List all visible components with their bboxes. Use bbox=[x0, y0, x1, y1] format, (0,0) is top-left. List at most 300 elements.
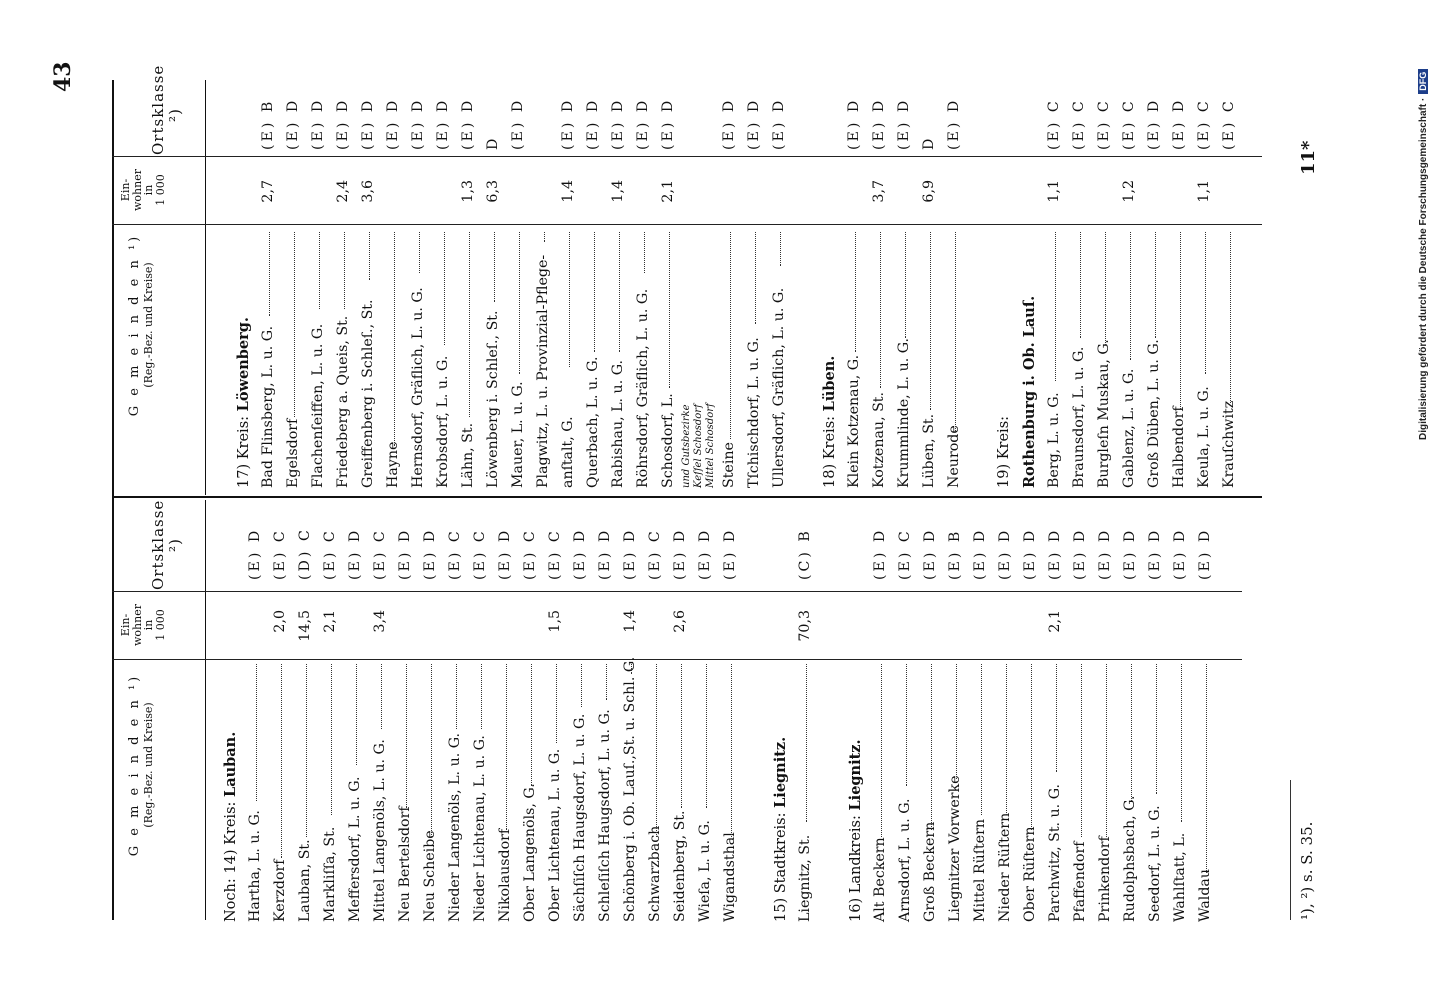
gemeinde-name bbox=[243, 810, 268, 922]
gemeinde-name bbox=[368, 739, 393, 922]
gemeinde-name-text: Mittel Schosdorf bbox=[705, 403, 716, 488]
gemeinde-name-text: Meffersdorf, L. u. G. bbox=[347, 776, 363, 922]
leader-dots bbox=[880, 232, 881, 388]
gemeinde-name bbox=[256, 326, 281, 488]
gemeinde-name bbox=[843, 739, 869, 922]
gemeinde-name-text: Parchwitz, St. u. G. bbox=[1047, 783, 1063, 922]
kreis-name: Löwenberg. bbox=[235, 317, 252, 412]
leader-dots bbox=[1055, 232, 1056, 381]
leader-dots bbox=[1056, 664, 1057, 772]
leader-dots bbox=[619, 232, 620, 352]
ortsklasse-value: (E) C bbox=[1196, 98, 1212, 150]
table-spacer bbox=[743, 502, 768, 922]
ortsklasse-value: (E) D bbox=[997, 527, 1013, 580]
ortsklasse-value: (E) C bbox=[322, 528, 338, 580]
gemeinde-name bbox=[993, 813, 1018, 922]
leader-dots bbox=[905, 232, 906, 338]
kreis-name: Liegnitz. bbox=[772, 736, 789, 808]
einwohner-value: 14,5 bbox=[297, 610, 313, 642]
gemeinde-name-text: Ullersdorf, Gräflich, L. u. G. bbox=[771, 287, 787, 488]
table-row bbox=[767, 78, 792, 488]
leader-dots bbox=[344, 232, 345, 309]
leader-dots bbox=[281, 664, 282, 858]
gemeinde-name-text: Ober Langenöls, G. bbox=[522, 783, 538, 922]
table-row bbox=[693, 502, 718, 922]
gemeinde-name bbox=[493, 829, 518, 922]
leader-dots bbox=[306, 664, 307, 837]
gemeinde-name-text: Röhrsdorf, Gräflich, L. u. G. bbox=[635, 288, 651, 488]
table-row bbox=[1067, 78, 1092, 488]
gemeinde-name-text: Ober Lichtenau, L. u. G. bbox=[547, 748, 563, 922]
gemeinde-name bbox=[356, 299, 381, 488]
header-rule-right bbox=[205, 80, 206, 495]
leader-dots bbox=[931, 664, 932, 830]
table-row bbox=[742, 78, 767, 488]
ortsklasse-value: (E) D bbox=[972, 527, 988, 580]
gemeinde-name bbox=[918, 822, 943, 922]
einwohner-value: 3,7 bbox=[871, 180, 887, 203]
leader-dots bbox=[1206, 664, 1207, 873]
gemeinde-name bbox=[606, 360, 631, 488]
right-header-gemeinden bbox=[128, 210, 156, 440]
ortsklasse-value: (E) D bbox=[896, 97, 912, 150]
gemeinde-name-text: Löwenberg i. Schleſ., St. bbox=[485, 310, 501, 488]
ortsklasse-value: (E) C bbox=[272, 528, 288, 580]
leader-dots bbox=[930, 232, 931, 410]
table-row bbox=[1142, 78, 1167, 488]
gemeinde-name bbox=[481, 311, 506, 489]
gemeinde-name-text: Keula, L. u. G. bbox=[1196, 386, 1212, 488]
gemeinde-name-text: Lüben, St. bbox=[921, 413, 937, 488]
gemeinde-name bbox=[1143, 805, 1168, 922]
gemeinde-name bbox=[1018, 827, 1043, 923]
gemeinde-name bbox=[793, 835, 818, 922]
gemeinde-name-text: Nikolausdorf bbox=[497, 828, 513, 922]
gemeinde-name-text: Schosdorf, L. bbox=[660, 393, 676, 488]
table-row bbox=[581, 78, 606, 488]
table-spacer bbox=[818, 502, 843, 922]
gemeinde-name bbox=[1192, 386, 1217, 488]
gemeinde-name bbox=[518, 783, 543, 922]
gemeinde-name bbox=[1093, 836, 1118, 922]
gemeinde-name bbox=[406, 287, 431, 488]
gemeinde-name-text: Noch: 14) Kreis: bbox=[223, 796, 239, 922]
left-header-gemeinden bbox=[128, 650, 156, 880]
table-row bbox=[431, 78, 456, 488]
ortsklasse-value: (E) D bbox=[247, 527, 263, 580]
ortsklasse-value: (E) C bbox=[447, 528, 463, 580]
table-row bbox=[293, 502, 318, 922]
table-row bbox=[717, 78, 742, 488]
ortsklasse-value: (E) D bbox=[872, 527, 888, 580]
leader-dots bbox=[669, 232, 670, 388]
leader-dots bbox=[606, 664, 607, 700]
einwohner-value: 1,3 bbox=[460, 180, 476, 203]
table-row bbox=[893, 502, 918, 922]
leader-dots bbox=[331, 664, 332, 815]
einwohner-value: 6,9 bbox=[921, 180, 937, 203]
gemeinde-name-text: Greiffenberg i. Schleſ., St. bbox=[360, 299, 376, 488]
gemeinde-name bbox=[1118, 796, 1143, 922]
table-row bbox=[268, 502, 293, 922]
gemeinde-name bbox=[393, 806, 418, 922]
einwohner-value: 1,1 bbox=[1046, 180, 1062, 203]
einwohner-value: 1,4 bbox=[622, 610, 638, 633]
gemeinde-name-text: Bad Flinsberg, L. u. G. bbox=[260, 325, 276, 488]
einwohner-value: 2,1 bbox=[660, 180, 676, 203]
ortsklasse-value: (E) D bbox=[1171, 97, 1187, 150]
gemeinde-name bbox=[306, 324, 331, 488]
ortsklasse-value: (E) C bbox=[897, 528, 913, 580]
einwohner-value: 1,2 bbox=[1121, 180, 1137, 203]
ortsklasse-value: (E) D bbox=[335, 97, 351, 150]
kreis-name: Rothenburg i. Ob. Lauſ. bbox=[1021, 295, 1038, 488]
section-heading bbox=[843, 502, 868, 922]
ortsklasse-value: (E) C bbox=[472, 528, 488, 580]
einwohner-line-2: wohner bbox=[130, 604, 144, 646]
table-row bbox=[568, 502, 593, 922]
gemeinde-name bbox=[968, 819, 993, 922]
ortsklasse-value: (E) D bbox=[672, 527, 688, 580]
leader-dots bbox=[1131, 664, 1132, 801]
table-row bbox=[406, 78, 431, 488]
einwohner-value: 3,6 bbox=[360, 180, 376, 203]
gemeinde-name bbox=[693, 404, 704, 488]
leader-dots bbox=[356, 664, 357, 765]
gemeinde-name-text: Klein Kotzenau, G. bbox=[846, 354, 862, 488]
gemeinde-name bbox=[742, 337, 767, 488]
leader-dots bbox=[581, 664, 582, 707]
einwohner-value: 2,4 bbox=[335, 180, 351, 203]
table-spacer bbox=[792, 78, 817, 488]
gemeinde-name-text: Krummlinde, L. u. G. bbox=[896, 337, 912, 488]
gemeinde-name-text: Lähn, St. bbox=[460, 422, 476, 488]
footnote: ¹), ²) s. S. 35. bbox=[1298, 821, 1316, 920]
header-gemeinden-sub: (Reg.-Bez. und Kreise) bbox=[141, 702, 155, 828]
table-row bbox=[1043, 502, 1068, 922]
leader-dots bbox=[806, 664, 807, 822]
table-row bbox=[1093, 502, 1118, 922]
gemeinde-name bbox=[343, 776, 368, 922]
gemeinde-name-text: Nieder Lichtenau, L. u. G. bbox=[472, 735, 488, 922]
dfg-logo: DFG bbox=[1418, 69, 1428, 94]
einwohner-line-4-r: 1 000 bbox=[153, 174, 167, 206]
table-row bbox=[1168, 502, 1193, 922]
gemeinde-name-text: Mittel Rüſtern bbox=[972, 819, 988, 922]
leader-dots bbox=[544, 232, 545, 242]
ortsklasse-value: (E) D bbox=[310, 97, 326, 150]
table-row bbox=[1217, 78, 1242, 488]
ortsklasse-value: (E) D bbox=[746, 97, 762, 150]
table-spacer bbox=[705, 78, 717, 488]
gemeinde-name bbox=[668, 810, 693, 922]
kreis-name: Liegnitz. bbox=[847, 739, 864, 811]
table-row bbox=[1068, 502, 1093, 922]
table-row bbox=[356, 78, 381, 488]
section-heading bbox=[231, 78, 256, 488]
table-row bbox=[281, 78, 306, 488]
right-header-einwohner bbox=[120, 155, 166, 225]
table-row bbox=[493, 502, 518, 922]
gemeinde-name bbox=[631, 289, 656, 488]
gemeinde-name-text: Neurode bbox=[946, 425, 962, 488]
leader-dots bbox=[855, 232, 856, 352]
table-row bbox=[456, 78, 481, 488]
leader-dots bbox=[644, 232, 645, 273]
gemeinde-name-text: Pfaffendorf bbox=[1072, 841, 1088, 922]
gemeinde-name bbox=[1193, 869, 1218, 922]
gemeinde-name-text: Hayne bbox=[385, 441, 401, 488]
gemeinde-name bbox=[443, 733, 468, 922]
gemeinde-name bbox=[381, 442, 406, 488]
gemeinde-name-text: Rudolphsbach, G. bbox=[1122, 795, 1138, 922]
left-header-ortsklasse: Ortsklasse ²) bbox=[149, 499, 185, 590]
leader-dots bbox=[1081, 664, 1082, 837]
table-row bbox=[1117, 78, 1142, 488]
leader-dots bbox=[1031, 664, 1032, 830]
leader-dots bbox=[1230, 232, 1231, 403]
table-row bbox=[892, 78, 917, 488]
gemeinde-name-text: Egelsdorf bbox=[285, 418, 301, 488]
leader-dots bbox=[981, 664, 982, 815]
leader-dots bbox=[594, 232, 595, 352]
section-heading bbox=[992, 78, 1017, 488]
gemeinde-name bbox=[468, 735, 493, 922]
leader-dots bbox=[731, 664, 732, 837]
gemeinde-name-text: anſtalt, G. bbox=[560, 416, 576, 488]
leader-dots bbox=[1181, 664, 1182, 822]
leader-dots bbox=[956, 664, 957, 779]
table-row bbox=[1042, 78, 1067, 488]
header-gemeinden-label: G e m e i n d e n ¹) bbox=[127, 673, 142, 857]
ortsklasse-value: (E) D bbox=[1146, 97, 1162, 150]
leader-dots bbox=[955, 232, 956, 432]
gemeinde-name bbox=[556, 416, 581, 488]
gemeinde-name-text: 18) Kreis: bbox=[822, 411, 838, 488]
einwohner-value: 1,5 bbox=[547, 610, 563, 633]
table-row bbox=[868, 502, 893, 922]
ortsklasse-value: (E) D bbox=[510, 97, 526, 150]
ortsklasse-value: (E) D bbox=[722, 527, 738, 580]
gemeinde-name bbox=[1217, 401, 1242, 488]
table-row bbox=[842, 78, 867, 488]
einwohner-value: 70,3 bbox=[797, 610, 813, 642]
gemeinde-name-text: Berg, L. u. G. bbox=[1046, 392, 1062, 488]
ortsklasse-value: (E) C bbox=[1221, 98, 1237, 150]
leader-dots bbox=[381, 664, 382, 729]
gemeinde-name bbox=[867, 392, 892, 488]
gemeinde-name bbox=[893, 798, 918, 922]
gemeinde-name bbox=[1168, 833, 1193, 922]
leader-dots bbox=[881, 664, 882, 837]
table-row bbox=[1018, 502, 1043, 922]
table-row bbox=[643, 502, 668, 922]
gemeinde-name-text: Schleſiſch Haugsdorf, L. u. G. bbox=[597, 709, 613, 922]
leader-dots bbox=[1156, 664, 1157, 794]
table-row bbox=[1143, 502, 1168, 922]
right-header-ortsklasse: Ortsklasse ²) bbox=[149, 64, 185, 155]
gemeinde-name bbox=[868, 837, 893, 922]
table-spacer bbox=[681, 78, 693, 488]
ortsklasse-value: (E) D bbox=[1147, 527, 1163, 580]
einwohner-line-3: in bbox=[142, 619, 156, 631]
gemeinde-name bbox=[1017, 296, 1043, 488]
leader-dots bbox=[419, 232, 420, 273]
gemeinde-name-text: Braunsdorf, L. u. G. bbox=[1071, 346, 1087, 488]
gemeinde-name-text: Wahlſtatt, L. bbox=[1172, 832, 1188, 922]
table-row bbox=[943, 502, 968, 922]
gemeinde-name bbox=[581, 356, 606, 488]
ortsklasse-value: (E) D bbox=[1172, 527, 1188, 580]
gemeinde-name bbox=[643, 826, 668, 922]
gemeinde-name-text: Wieſa, L. u. G. bbox=[697, 820, 713, 922]
gemeinde-name-text: Seidenberg, St. bbox=[672, 810, 688, 922]
einwohner-value: 2,0 bbox=[272, 610, 288, 633]
einwohner-value: 6,3 bbox=[485, 180, 501, 203]
leader-dots bbox=[406, 664, 407, 808]
table-row bbox=[331, 78, 356, 488]
ortsklasse-value: (E) C bbox=[1046, 98, 1062, 150]
header-rule-left bbox=[205, 500, 206, 920]
table-row bbox=[1193, 502, 1218, 922]
gemeinde-name-text: 17) Kreis: bbox=[236, 411, 252, 488]
ortsklasse-value: (E) D bbox=[1022, 527, 1038, 580]
table-row bbox=[556, 78, 581, 488]
ortsklasse-value: (E) C bbox=[372, 528, 388, 580]
leader-dots bbox=[369, 232, 370, 280]
leader-dots bbox=[1106, 664, 1107, 837]
gemeinde-name bbox=[456, 423, 481, 488]
gemeinde-name bbox=[917, 414, 942, 488]
gemeinde-name bbox=[318, 827, 343, 922]
einwohner-value: 1,4 bbox=[560, 180, 576, 203]
leader-dots bbox=[1180, 232, 1181, 410]
gemeinde-name bbox=[681, 404, 692, 488]
table-row bbox=[793, 502, 818, 922]
section-heading bbox=[768, 502, 793, 922]
leader-dots bbox=[319, 232, 320, 309]
ortsklasse-value: (E) D bbox=[871, 97, 887, 150]
gemeinde-name-text: Alt Beckern bbox=[872, 837, 888, 922]
ortsklasse-value: (E) D bbox=[1197, 527, 1213, 580]
section-heading bbox=[218, 502, 243, 922]
side-credit-text: Digitalisierung gefördert durch die Deutsche Forschungsgemeinschaft · bbox=[1418, 97, 1429, 440]
ortsklasse-value: (E) D bbox=[1122, 527, 1138, 580]
table-row bbox=[256, 78, 281, 488]
gemeinde-name-text: Arnsdorf, L. u. G. bbox=[897, 798, 913, 922]
gemeinde-name bbox=[593, 709, 618, 922]
einwohner-line-4: 1 000 bbox=[153, 609, 167, 641]
ortsklasse-value: (E) D bbox=[697, 527, 713, 580]
table-row bbox=[993, 502, 1018, 922]
gemeinde-name bbox=[531, 255, 556, 488]
gemeinde-name bbox=[1092, 339, 1117, 488]
leader-dots bbox=[519, 232, 520, 374]
gemeinde-name bbox=[992, 416, 1017, 488]
gemeinde-name-text: Schönberg i. Ob. Lauſ.,St. u. Schl. G. bbox=[622, 656, 638, 922]
gemeinde-name bbox=[718, 832, 743, 922]
gemeinde-name-text: Krauſchwitz bbox=[1221, 400, 1237, 488]
ortsklasse-value: (E) D bbox=[385, 97, 401, 150]
leader-dots bbox=[780, 232, 781, 266]
gemeinde-name-text: Schwarzbach bbox=[647, 825, 663, 922]
leader-dots bbox=[569, 232, 570, 367]
left-header-einwohner bbox=[120, 590, 166, 660]
ortsklasse-value: (E) C bbox=[1071, 98, 1087, 150]
gemeinde-name bbox=[281, 419, 306, 488]
ortsklasse-value: (E) D bbox=[585, 97, 601, 150]
ortsklasse-value: (D) C bbox=[297, 527, 313, 580]
gemeinde-name-text: Prinkendorf bbox=[1097, 836, 1113, 922]
gemeinde-name-text: Liegnitzer Vorwerke bbox=[947, 775, 963, 922]
gemeinde-name-text: 19) Kreis: bbox=[996, 415, 1012, 488]
leader-dots bbox=[656, 664, 657, 837]
ortsklasse-value: D bbox=[921, 135, 937, 150]
table-row bbox=[318, 502, 343, 922]
ortsklasse-value: (E) D bbox=[1047, 527, 1063, 580]
gemeinde-name bbox=[693, 820, 718, 922]
kreis-name: Lüben. bbox=[821, 355, 838, 412]
leader-dots bbox=[1105, 232, 1106, 345]
leader-dots bbox=[494, 232, 495, 302]
gemeinde-name-text: 15) Stadtkreis: bbox=[773, 807, 789, 922]
gemeinde-name-text: Krobsdorf, L. u. G. bbox=[435, 355, 451, 488]
leader-dots bbox=[730, 232, 731, 439]
table-row bbox=[306, 78, 331, 488]
gemeinde-name-text: Ober Rüſtern bbox=[1022, 826, 1038, 922]
ortsklasse-value: (E) D bbox=[635, 97, 651, 150]
gemeinde-name-text: und Gutsbezirke bbox=[681, 404, 692, 488]
page-number: 43 bbox=[50, 61, 76, 92]
leader-dots bbox=[431, 664, 432, 837]
table-row bbox=[468, 502, 493, 922]
gemeinde-name bbox=[268, 859, 293, 922]
gemeinde-name bbox=[1142, 339, 1167, 488]
gemeinde-name bbox=[431, 356, 456, 488]
einwohner-value: 1,1 bbox=[1196, 180, 1212, 203]
ortsklasse-value: (E) C bbox=[547, 528, 563, 580]
einwohner-value: 2,1 bbox=[322, 610, 338, 633]
leader-dots bbox=[269, 232, 270, 316]
gemeinde-name-text: Mittel Langenöls, L. u. G. bbox=[372, 739, 388, 922]
ortsklasse-value: (E) D bbox=[360, 97, 376, 150]
ortsklasse-value: (E) C bbox=[1096, 98, 1112, 150]
right-table-body bbox=[218, 78, 1242, 488]
gemeinde-name-text: Rabishau, L. u. G. bbox=[610, 359, 626, 488]
table-row bbox=[1092, 78, 1117, 488]
ortsklasse-value: (E) D bbox=[946, 97, 962, 150]
ortsklasse-value: (E) D bbox=[610, 97, 626, 150]
table-spacer bbox=[218, 78, 231, 488]
gemeinde-name bbox=[218, 732, 244, 922]
ortsklasse-value: (E) D bbox=[347, 527, 363, 580]
gemeinde-name-text: Seedorf, L. u. G. bbox=[1147, 805, 1163, 922]
gemeinde-name-text: Friedeberg a. Queis, St. bbox=[335, 315, 351, 488]
ortsklasse-value: (E) D bbox=[660, 97, 676, 150]
ortsklasse-value: (E) D bbox=[771, 97, 787, 150]
table-row bbox=[593, 502, 618, 922]
table-row bbox=[606, 78, 631, 488]
table-row bbox=[481, 78, 506, 488]
gemeinde-name-text: Steine bbox=[721, 442, 737, 488]
ortsklasse-value: (E) D bbox=[560, 97, 576, 150]
table-row bbox=[368, 502, 393, 922]
leader-dots bbox=[294, 232, 295, 417]
ortsklasse-value: (E) D bbox=[622, 527, 638, 580]
leader-dots bbox=[394, 232, 395, 446]
ortsklasse-value: (E) D bbox=[497, 527, 513, 580]
header-gemeinden-label-r: G e m e i n d e n ¹) bbox=[127, 233, 142, 417]
